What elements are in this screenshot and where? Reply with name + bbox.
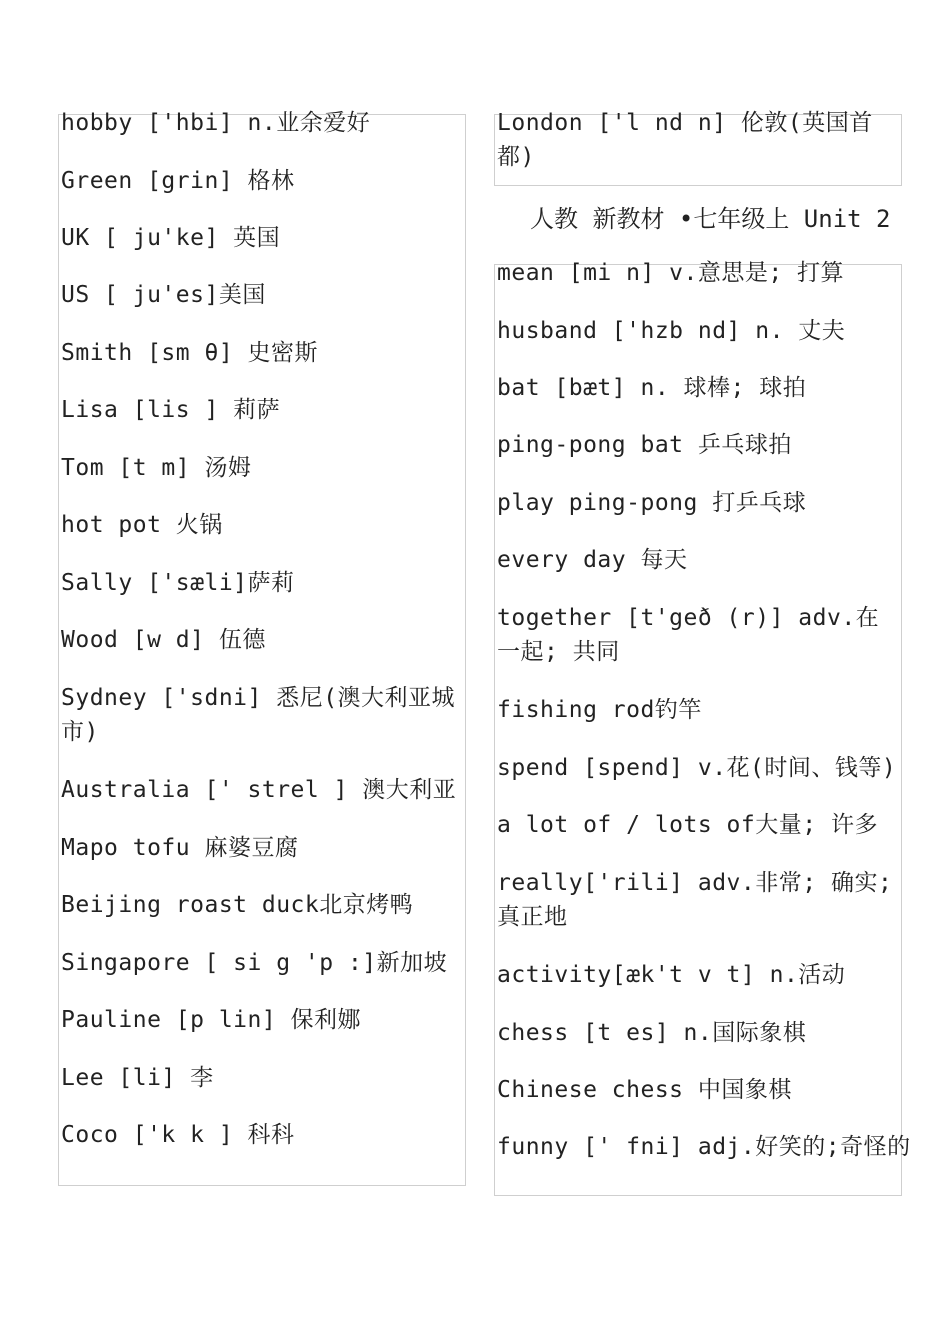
vocab-entry: Lee [li] 李 bbox=[61, 1065, 214, 1091]
vocab-entry: Wood [w d] 伍德 bbox=[61, 627, 266, 653]
vocab-entry: Mapo tofu 麻婆豆腐 bbox=[61, 835, 299, 861]
vocab-entry: fishing rod钓竿 bbox=[497, 697, 702, 723]
vocab-entry: Singapore [ si g 'p :]新加坡 bbox=[61, 950, 448, 976]
vocab-entry: activity[æk't v t] n.活动 bbox=[497, 962, 846, 988]
vocab-entry: every day 每天 bbox=[497, 547, 688, 573]
vocab-entry: Chinese chess 中国象棋 bbox=[497, 1077, 792, 1103]
vocab-entry: hot pot 火锅 bbox=[61, 512, 223, 538]
vocab-entry: Beijing roast duck北京烤鸭 bbox=[61, 892, 414, 918]
vocab-entry: play ping-pong 打乒乓球 bbox=[497, 490, 807, 516]
vocab-entry: chess [t es] n.国际象棋 bbox=[497, 1020, 807, 1046]
vocab-entry: a lot of / lots of大量; 许多 bbox=[497, 812, 878, 838]
vocab-entry: mean [mi n] v.意思是; 打算 bbox=[497, 260, 845, 286]
vocab-entry: really['rili] adv.非常; 确实; 真正地 bbox=[497, 870, 893, 930]
vocab-entry: Pauline [p lin] 保利娜 bbox=[61, 1007, 362, 1033]
vocab-entry: UK [ ju'ke] 英国 bbox=[61, 225, 281, 251]
vocab-entry: Green [grin] 格林 bbox=[61, 168, 295, 194]
vocab-entry: bat [bæt] n. 球棒; 球拍 bbox=[497, 375, 807, 401]
vocab-entry: London ['l nd n] 伦敦(英国首都) bbox=[497, 110, 873, 170]
vocab-entry: Coco ['k k ] 科科 bbox=[61, 1122, 295, 1148]
vocab-entry: husband ['hzb nd] n. 丈夫 bbox=[497, 318, 846, 344]
vocab-entry: ping-pong bat 乒乓球拍 bbox=[497, 432, 792, 458]
vocab-entry: Sydney ['sdni] 悉尼(澳大利亚城市) bbox=[61, 685, 456, 745]
vocab-entry: hobby ['hbi] n.业余爱好 bbox=[61, 110, 371, 136]
vocab-entry: spend [spend] v.花(时间、钱等) bbox=[497, 755, 897, 781]
vocab-entry: Tom [t m] 汤姆 bbox=[61, 455, 252, 481]
vocab-entry: funny [' fni] adj.好笑的;奇怪的 bbox=[497, 1134, 911, 1160]
vocab-entry: together [t'geð (r)] adv.在一起; 共同 bbox=[497, 605, 880, 665]
unit-heading: 人教 新教材 •七年级上 Unit 2 bbox=[530, 205, 891, 233]
vocab-entry: Smith [sm θ] 史密斯 bbox=[61, 340, 319, 366]
vocab-entry: Sally ['sæli]萨莉 bbox=[61, 570, 295, 596]
vocab-entry: Lisa [lis ] 莉萨 bbox=[61, 397, 281, 423]
vocab-entry: US [ ju'es]美国 bbox=[61, 282, 266, 308]
vocab-entry: Australia [' strel ] 澳大利亚 bbox=[61, 777, 457, 803]
